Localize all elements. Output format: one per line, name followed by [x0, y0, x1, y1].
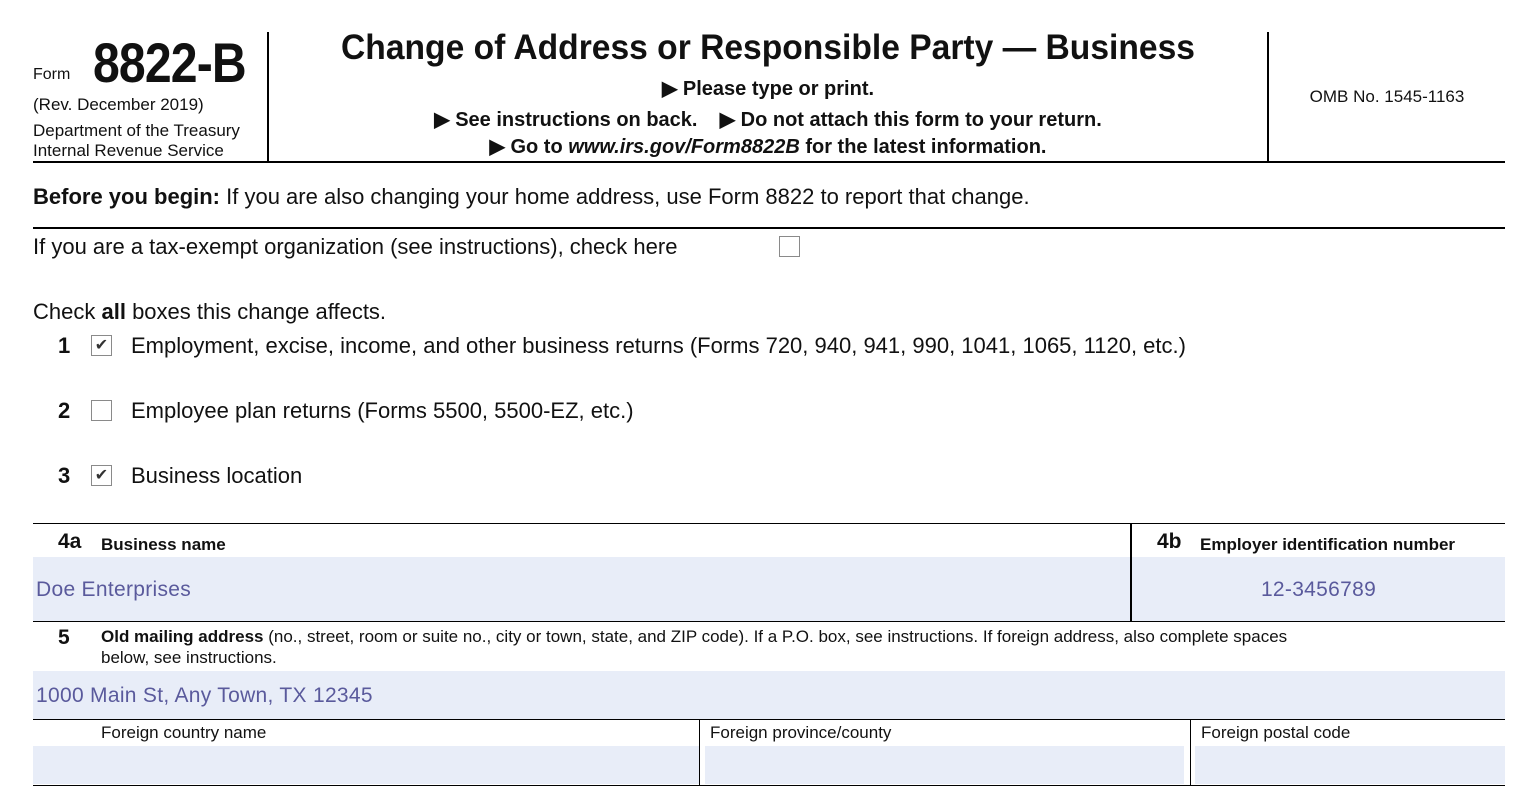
old-address-value: 1000 Main St, Any Town, TX 12345 [36, 684, 373, 707]
foreign-divider-2 [1190, 719, 1191, 785]
item-3-checkbox[interactable]: ✔ [91, 465, 112, 486]
foreign-divider-1 [699, 719, 700, 785]
before-you-begin [33, 184, 1030, 210]
foreign-bottom-rule [33, 785, 1505, 786]
foreign-postal-label: Foreign postal code [1201, 723, 1351, 742]
check-all-bold: all [101, 299, 126, 324]
irs-form-link[interactable]: www.irs.gov/Form8822B [568, 136, 800, 158]
tax-exempt-label: If you are a tax-exempt organization (see instructions), check here [33, 234, 678, 259]
line-4b-label: Employer identification number [1200, 535, 1456, 554]
omb-number: OMB No. 1545-1163 [1309, 87, 1465, 106]
line-5-label [101, 626, 1481, 668]
business-name-field[interactable] [33, 557, 1130, 621]
instruction-goto [272, 134, 1264, 159]
goto-suffix: for the latest information. [799, 136, 1047, 158]
check-all-prefix: Check [33, 299, 102, 324]
foreign-country-label: Foreign country name [101, 723, 267, 742]
item-2-number: 2 [58, 398, 71, 423]
foreign-province-field[interactable] [705, 746, 1184, 784]
item-2-checkbox[interactable] [91, 400, 112, 421]
line-5-top-rule [33, 621, 1505, 622]
department-name: Department of the Treasury [33, 121, 240, 140]
item-3-label: Business location [131, 463, 303, 488]
foreign-postal-field[interactable] [1195, 746, 1505, 784]
foreign-province-label: Foreign province/county [710, 723, 892, 742]
instruction-see-back: ▶ See instructions on back. ▶ Do not attach this form to your return. [434, 109, 1102, 131]
header-divider-right [1267, 32, 1269, 162]
check-all-suffix: boxes this change affects. [125, 299, 387, 324]
item-1-label: Employment, excise, income, and other business returns (Forms 720, 940, 941, 990, 1041, 1065, 1120, etc.) [131, 333, 1186, 358]
goto-prefix: ▶ Go to [489, 136, 569, 158]
item-2-label: Employee plan returns (Forms 5500, 5500-EZ, etc.) [131, 398, 634, 423]
form-number: 8822-B [93, 31, 246, 94]
old-address-label: Old mailing address [101, 627, 264, 646]
tax-exempt-checkbox[interactable] [779, 236, 800, 257]
line-4-top-rule [33, 523, 1505, 524]
business-name-value: Doe Enterprises [36, 578, 192, 601]
agency-name: Internal Revenue Service [33, 141, 224, 160]
ein-value: 12-3456789 [1260, 578, 1377, 601]
old-address-note-2: below, see instructions. [101, 648, 277, 667]
header-bottom-rule [33, 161, 1505, 163]
old-address-note: (no., street, room or suite no., city or town, state, and ZIP code). If a P.O. box, see instructions. If foreign address, also complete spaces [263, 627, 1288, 646]
before-you-begin-text: If you are also changing your home address, use Form 8822 to report that change. [220, 184, 1030, 209]
form-word-label: Form [33, 66, 71, 83]
foreign-country-field[interactable] [33, 746, 699, 784]
line-4a-number: 4a [58, 530, 82, 553]
before-you-begin-label: Before you begin: [33, 184, 221, 209]
line-5-number: 5 [58, 626, 70, 649]
item-1-number: 1 [58, 333, 71, 358]
line-4b-number: 4b [1157, 530, 1182, 553]
check-all-instruction [33, 299, 386, 325]
form-title: Change of Address or Responsible Party — Business [341, 28, 1195, 67]
header-divider-left [267, 32, 269, 162]
before-rule [33, 227, 1505, 229]
revision-date: (Rev. December 2019) [33, 95, 204, 114]
foreign-top-rule [33, 719, 1505, 720]
item-3-number: 3 [58, 463, 71, 488]
instruction-type-print: ▶ Please type or print. [661, 78, 875, 100]
item-1-checkbox[interactable]: ✔ [91, 335, 112, 356]
line-4a-label: Business name [101, 535, 226, 554]
